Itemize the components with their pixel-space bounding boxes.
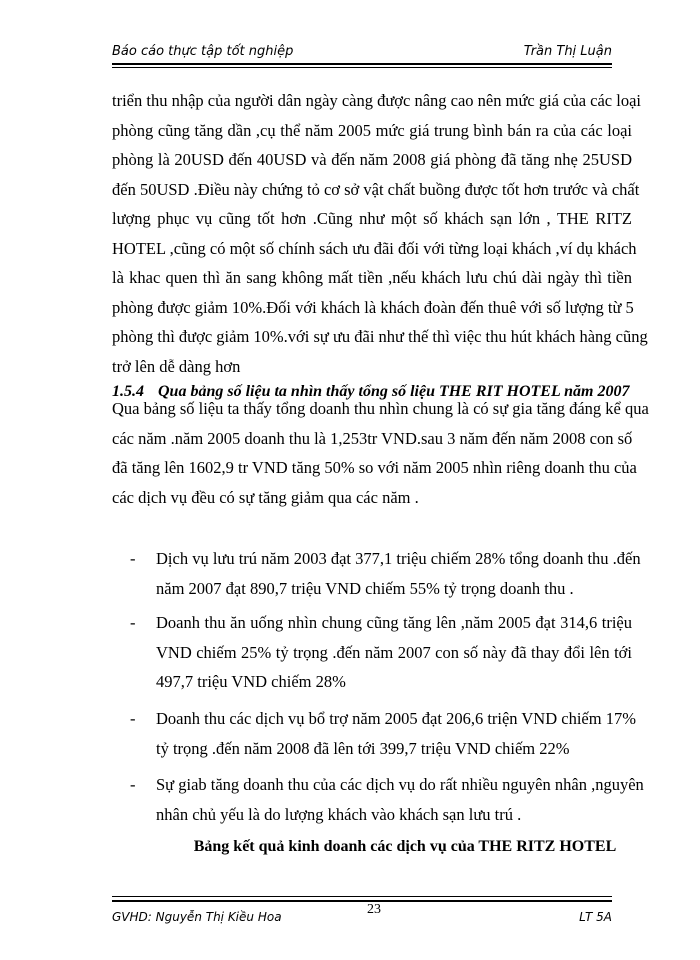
bullet-line: Doanh thu ăn uống nhìn chung cũng tăng lên ,năm 2005 đạt 314,6 triệu <box>156 613 632 632</box>
footer-divider <box>112 900 612 902</box>
section-title: Qua bảng số liệu ta nhìn thấy tổng số liệu THE RIT HOTEL năm 2007 <box>158 383 630 400</box>
header-report-title: Báo cáo thực tập tốt nghiệp <box>112 44 294 59</box>
text-line: lượng phục vụ cũng tốt hơn .Cũng như một số khách sạn lớn , THE RITZ <box>112 209 632 228</box>
text-line: triển thu nhập của người dân ngày càng được nâng cao nên mức giá của các loại <box>112 91 641 110</box>
bullet-line: năm 2007 đạt 890,7 triệu VND chiếm 55% tỷ trọng doanh thu . <box>156 578 574 598</box>
header-divider-thin <box>112 67 612 68</box>
footer-supervisor: GVHD: Nguyễn Thị Kiều Hoa <box>112 910 282 924</box>
page-footer <box>112 902 612 926</box>
paragraph-pricing <box>112 86 648 381</box>
text-line: là khac quen thì ăn sang không mất tiền ,nếu khách lưu chú dài ngày thì tiền <box>112 268 632 287</box>
text-line: trở lên dễ dàng hơn <box>112 356 241 376</box>
header-divider <box>112 63 612 65</box>
bullet-line: Dịch vụ lưu trú năm 2003 đạt 377,1 triệu chiếm 28% tổng doanh thu .đến <box>156 549 641 568</box>
bullet-dash: - <box>130 709 136 728</box>
text-line: các dịch vụ đều có sự tăng giảm qua các năm . <box>112 487 419 507</box>
section-number: 1.5.4 <box>112 383 144 400</box>
page-header <box>112 44 612 64</box>
text-line: HOTEL ,cũng có một số chính sách ưu đãi đối với từng loại khách ,ví dụ khách <box>112 238 637 258</box>
paragraph-revenue <box>112 394 649 512</box>
header-author: Trần Thị Luận <box>523 44 612 59</box>
bullet-line: nhân chủ yếu là do lượng khách vào khách sạn lưu trú . <box>156 804 522 824</box>
bullet-line: Doanh thu các dịch vụ bổ trợ năm 2005 đạt 206,6 triện VND chiếm 17% <box>156 709 636 728</box>
table-title-text: Bảng kết quả kinh doanh các dịch vụ của THE RITZ HOTEL <box>193 838 617 855</box>
bullet-line: 497,7 triệu VND chiếm 28% <box>156 672 346 691</box>
footer-divider-thin <box>112 896 612 897</box>
bullet-dash: - <box>130 775 136 794</box>
text-line: Qua bảng số liệu ta thấy tổng doanh thu nhìn chung là có sự gia tăng đáng kể qua <box>112 399 649 418</box>
page-number: 23 <box>367 902 381 917</box>
text-line: phòng thì được giảm 10%.với sự ưu đãi như thế thì việc thu hút khách hàng cũng <box>112 327 648 346</box>
text-line: đến 50USD .Điều này chứng tỏ cơ sở vật chất buồng được tốt hơn trước và chất <box>112 179 640 199</box>
bullet-dash: - <box>130 549 136 568</box>
bullet-line: Sự giab tăng doanh thu của các dịch vụ do rất nhiều nguyên nhân ,nguyên <box>156 775 644 794</box>
bullet-line: tỷ trọng .đến năm 2008 đã lên tới 399,7 triệu VND chiếm 22% <box>156 738 570 758</box>
text-line: đã tăng lên 1602,9 tr VND tăng 50% so với năm 2005 nhìn riêng doanh thu của <box>112 458 637 477</box>
text-line: các năm .năm 2005 doanh thu là 1,253tr VND.sau 3 năm đến năm 2008 con số <box>112 428 633 448</box>
footer-class: LT 5A <box>579 910 612 924</box>
table-title <box>0 838 700 856</box>
bullet-dash: - <box>130 613 136 632</box>
bullet-line: VND chiếm 25% tỷ trọng .đến năm 2007 con số này đã thay đổi lên tới <box>156 642 632 662</box>
text-line: phòng là 20USD đến 40USD và đến năm 2008 giá phòng đã tăng nhẹ 25USD <box>112 150 632 169</box>
text-line: phòng cũng tăng dần ,cụ thể năm 2005 mức giá trung bình bán ra của các loại <box>112 120 632 140</box>
text-line: phòng được giảm 10%.Đối với khách là khách đoàn đến thuê với số lượng từ 5 <box>112 297 634 317</box>
